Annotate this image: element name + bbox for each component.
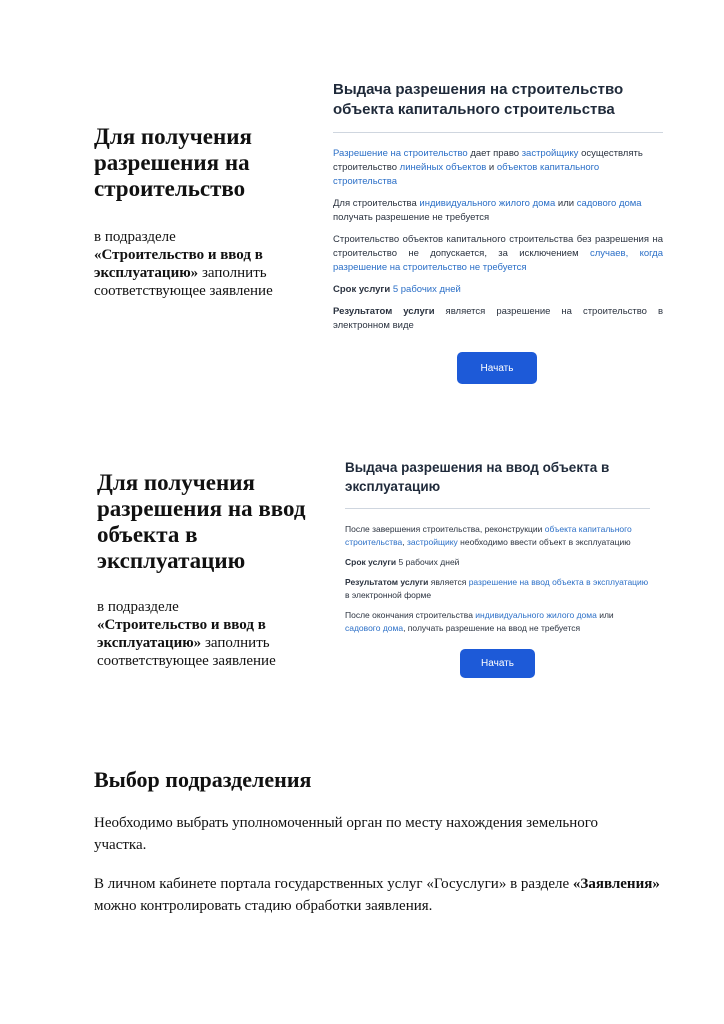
applications-section-name: «Заявления» — [572, 876, 660, 892]
text: в электронной форме — [345, 590, 432, 600]
section1-lead-bold: «Строительство и ввод в эксплуатацию» — [94, 247, 263, 281]
text: или — [555, 198, 577, 209]
section3-paragraph — [94, 873, 664, 917]
service-card-construction — [333, 80, 663, 333]
text: дает право — [467, 148, 522, 159]
service-term — [333, 283, 663, 297]
result-label: Результатом услуги — [345, 577, 429, 587]
text: необходимо ввести объект в эксплуатацию — [457, 537, 631, 547]
text: или — [596, 610, 614, 620]
section1-lead — [94, 228, 312, 300]
section2-heading-line: эксплуатацию — [97, 548, 246, 573]
service-card-commissioning — [345, 458, 650, 635]
link-garden-house[interactable]: садового дома — [576, 198, 642, 209]
text: можно контролировать стадию обработки заявления. — [94, 898, 433, 914]
text: После завершения строительства, реконструкции — [345, 524, 545, 534]
card-paragraph — [345, 609, 650, 635]
term-label: Срок услуги — [345, 557, 397, 567]
service-term — [345, 556, 650, 569]
card-paragraph — [345, 523, 650, 549]
result-label: Результатом услуги — [333, 306, 435, 317]
term-value: 5 рабочих дней — [398, 557, 460, 567]
service-result — [333, 305, 663, 333]
card-divider — [345, 508, 650, 509]
link-garden-house[interactable]: садового дома — [345, 623, 404, 633]
text: В личном кабинете портала государственных услуг «Госуслуги» в разделе — [94, 876, 573, 892]
section1-heading-line: строительство — [94, 176, 246, 201]
text: Строительство объектов капитального строительства без разрешения на строительство не допускается, за исключением — [333, 234, 663, 259]
section2-heading — [97, 470, 327, 574]
text: и — [486, 162, 497, 173]
card-title: Выдача разрешения на строительство объекта капитального строительства — [333, 81, 624, 118]
text: После окончания строительства — [345, 610, 476, 620]
section2-lead-suffix: заполнить соответствующее заявление — [97, 635, 276, 669]
link-commissioning-permit[interactable]: разрешение на ввод объекта в эксплуатацию — [468, 577, 649, 587]
link-individual-house[interactable]: индивидуального жилого дома — [475, 610, 597, 620]
link-cases-not-required[interactable]: случаев, когда разрешение на строительство не требуется — [333, 248, 663, 273]
section1-heading — [94, 124, 304, 202]
section2-lead — [97, 598, 315, 670]
section1-lead-suffix: заполнить соответствующее заявление — [94, 265, 273, 299]
link-construction-permit[interactable]: Разрешение на строительство — [333, 148, 468, 159]
start-button[interactable]: Начать — [460, 649, 535, 678]
section2-heading-line: разрешения на ввод — [97, 496, 306, 521]
link-capital-objects[interactable]: объектов капитального строительства — [333, 162, 600, 187]
card-paragraph — [333, 197, 663, 225]
section3-paragraph: Необходимо выбрать уполномоченный орган по месту нахождения земельного участка. — [94, 815, 599, 853]
text: , получать разрешение на ввод не требуется — [403, 623, 581, 633]
text: осуществлять строительство — [333, 148, 643, 173]
section2-lead-prefix: в подразделе — [97, 599, 179, 615]
section2-heading-line: объекта в — [97, 522, 198, 547]
card-title: Выдача разрешения на ввод объекта в эксплуатацию — [345, 460, 610, 494]
card-paragraph — [333, 233, 663, 275]
section1-lead-prefix: в подразделе — [94, 229, 176, 245]
link-developer[interactable]: застройщику — [521, 148, 579, 159]
section1-heading-line: Для получения — [94, 124, 252, 149]
section2-heading-line: Для получения — [97, 470, 255, 495]
section2-lead-bold: «Строительство и ввод в эксплуатацию» — [97, 617, 266, 651]
text: получать разрешение не требуется — [333, 212, 490, 223]
text: , — [402, 537, 408, 547]
link-capital-object[interactable]: объекта капитального строительства — [345, 524, 632, 547]
link-individual-house[interactable]: индивидуального жилого дома — [419, 198, 556, 209]
service-result — [345, 576, 650, 602]
term-label: Срок услуги — [333, 284, 391, 295]
section1-heading-line: разрешения на — [94, 150, 250, 175]
start-button[interactable]: Начать — [457, 352, 537, 384]
text: является разрешение на строительство в электронном виде — [333, 306, 664, 331]
text: является — [428, 577, 469, 587]
text: Для строительства — [333, 198, 420, 209]
term-value: 5 рабочих дней — [392, 284, 461, 295]
card-divider — [333, 132, 663, 133]
card-paragraph — [333, 147, 663, 189]
link-linear-objects[interactable]: линейных объектов — [399, 162, 487, 173]
link-developer[interactable]: застройщику — [407, 537, 458, 547]
section3-heading: Выбор подразделения — [94, 767, 312, 792]
